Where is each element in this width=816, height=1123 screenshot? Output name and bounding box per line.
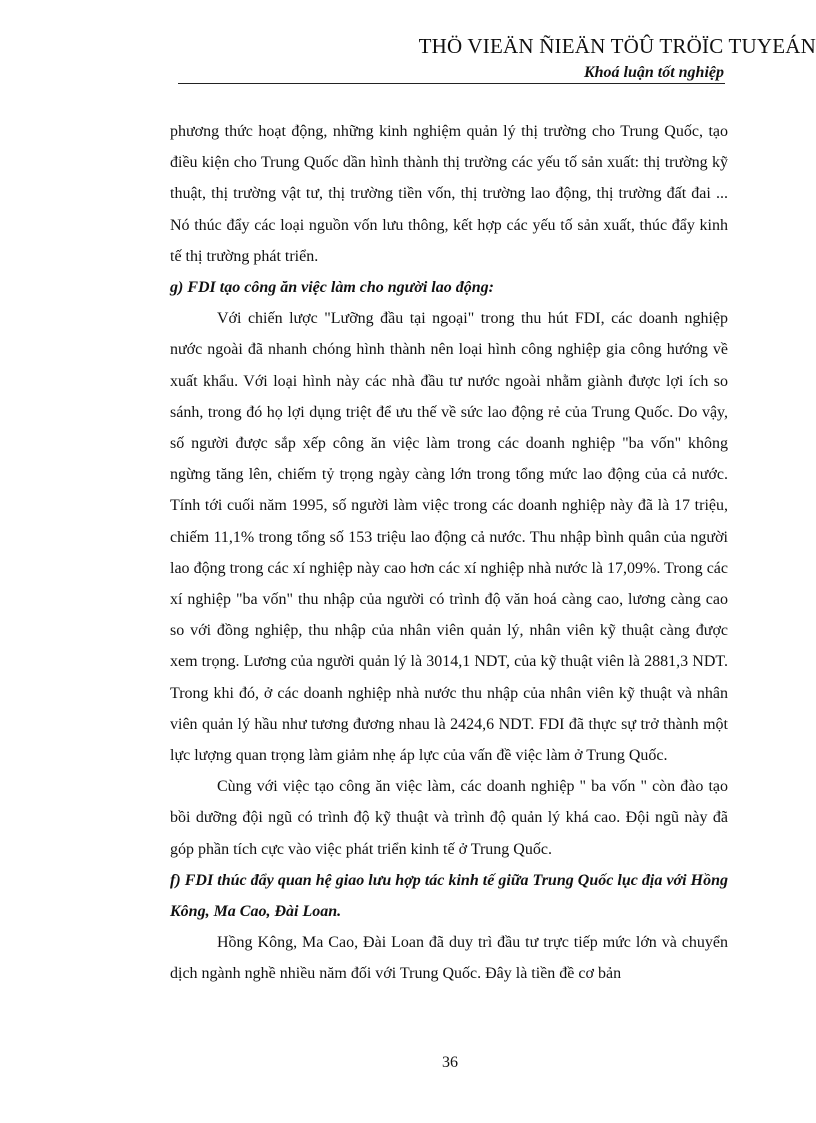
header-title: THÖ VIEÄN ÑIEÄN TÖÛ TRÖÏC TUYEÁN (418, 34, 816, 58)
section-heading-f: f) FDI thúc đẩy quan hệ giao lưu hợp tác kinh tế giữa Trung Quốc lục địa với Hồng Kông, Ma Cao, Đài Loan. (170, 871, 728, 921)
paragraph: phương thức hoạt động, những kinh nghiệm quản lý thị trường cho Trung Quốc, tạo điều kiện cho Trung Quốc dần hình thành thị trường các yếu tố sản xuất: thị trường kỹ thuật, thị trường vật tư, thị trường tiền vốn, thị trường lao động, thị trường đất đai ... Nó thúc đẩy các loại nguồn vốn lưu thông, kết hợp các yếu tố sản xuất, thúc đẩy kinh tế thị trường phát triển. (170, 123, 728, 265)
header-subtitle: Khoá luận tốt nghiệp (583, 64, 724, 81)
document-body (170, 116, 728, 990)
section-heading-g: g) FDI tạo công ăn việc làm cho người lao động: (170, 279, 494, 297)
paragraph: Cùng với việc tạo công ăn việc làm, các doanh nghiệp " ba vốn " còn đào tạo bồi dưỡng đội ngũ có trình độ kỹ thuật và trình độ quản lý khá cao. Đội ngũ này đã góp phần tích cực vào việc phát triển kinh tế ở Trung Quốc. (170, 778, 728, 858)
page-number: 36 (442, 1054, 458, 1071)
paragraph: Với chiến lược "Lưỡng đầu tại ngoại" trong thu hút FDI, các doanh nghiệp nước ngoài đã nhanh chóng hình thành nên loại hình công nghiệp gia công hướng về xuất khẩu. Với loại hình này các nhà đầu tư nước ngoài nhằm giành được lợi ích so sánh, trong đó họ lợi dụng triệt để ưu thế về sức lao động rẻ của Trung Quốc. Do vậy, số người được sắp xếp công ăn việc làm trong các doanh nghiệp "ba vốn" không ngừng tăng lên, chiếm tỷ trọng ngày càng lớn trong tổng mức lao động của cả nước. Tính tới cuối năm 1995, số người làm việc trong các doanh nghiệp này đã là 17 triệu, chiếm 11,1% trong tổng số 153 triệu lao động cả nước. Thu nhập bình quân của người lao động trong các xí nghiệp này cao hơn các xí nghiệp nhà nước là 17,09%. Trong các xí nghiệp "ba vốn" thu nhập của người có trình độ văn hoá càng cao, lương càng cao so với đồng nghiệp, thu nhập của nhân viên quản lý, nhân viên kỹ thuật càng được xem trọng. Lương của người quản lý là 3014,1 NDT, của kỹ thuật viên là 2881,3 NDT. Trong khi đó, ở các doanh nghiệp nhà nước thu nhập của nhân viên kỹ thuật và nhân viên quản lý hầu như tương đương nhau là 2424,6 NDT. FDI đã thực sự trở thành một lực lượng quan trọng làm giảm nhẹ áp lực của vấn đề việc làm ở Trung Quốc. (170, 310, 728, 765)
paragraph: Hồng Kông, Ma Cao, Đài Loan đã duy trì đầu tư trực tiếp mức lớn và chuyển dịch ngành nghề nhiều năm đối với Trung Quốc. Đây là tiền đề cơ bản (170, 934, 728, 983)
header-divider (178, 83, 725, 84)
